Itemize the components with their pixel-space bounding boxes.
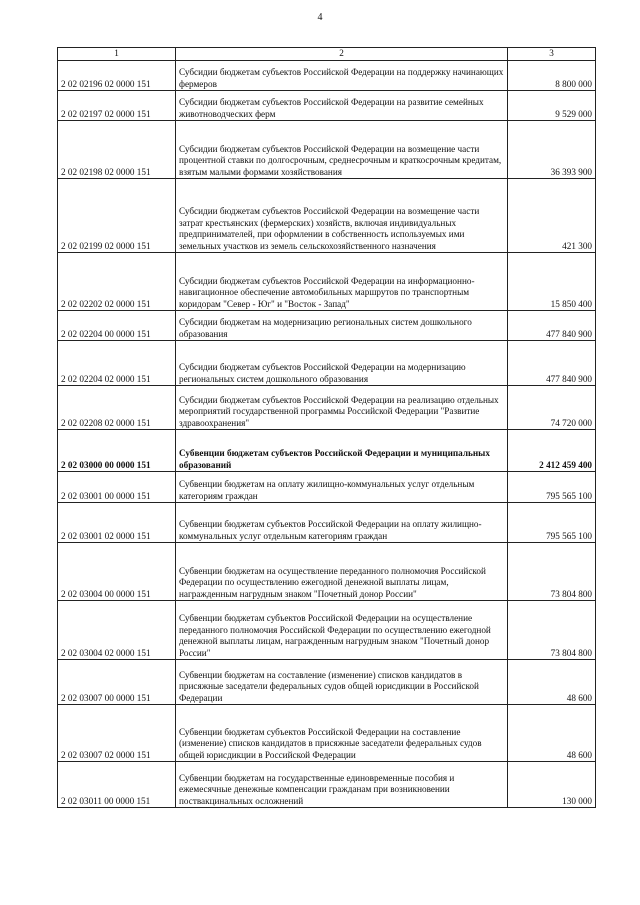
table-row bbox=[58, 472, 596, 503]
row-amount-cell: 477 840 900 bbox=[508, 311, 596, 341]
row-amount-cell: 48 600 bbox=[508, 705, 596, 762]
row-code-cell: 2 02 02208 02 0000 151 bbox=[58, 386, 176, 430]
table-row bbox=[58, 386, 596, 430]
row-description-cell: Субвенции бюджетам на государственные единовременные пособия и ежемесячные денежные компенсации гражданам при возникновении поствакцинальных осложнений bbox=[176, 762, 508, 808]
row-code-cell: 2 02 02199 02 0000 151 bbox=[58, 179, 176, 253]
row-amount-cell: 477 840 900 bbox=[508, 341, 596, 386]
table-row bbox=[58, 311, 596, 341]
row-code-cell: 2 02 03000 00 0000 151 bbox=[58, 430, 176, 472]
row-amount-cell: 130 000 bbox=[508, 762, 596, 808]
table-row bbox=[58, 660, 596, 705]
row-amount-cell: 9 529 000 bbox=[508, 91, 596, 121]
row-amount-cell: 421 300 bbox=[508, 179, 596, 253]
row-code-cell: 2 02 03001 02 0000 151 bbox=[58, 503, 176, 543]
table-row bbox=[58, 121, 596, 179]
row-description-cell: Субсидии бюджетам субъектов Российской Федерации на развитие семейных животноводческих ферм bbox=[176, 91, 508, 121]
table-row bbox=[58, 705, 596, 762]
row-code-cell: 2 02 02204 02 0000 151 bbox=[58, 341, 176, 386]
row-description-cell: Субвенции бюджетам на составление (изменение) списков кандидатов в присяжные заседатели федеральных судов общей юрисдикции в Российской Федерации bbox=[176, 660, 508, 705]
table-row bbox=[58, 601, 596, 660]
row-description-cell: Субсидии бюджетам субъектов Российской Федерации на модернизацию региональных систем дошкольного образования bbox=[176, 341, 508, 386]
table-body bbox=[58, 61, 596, 808]
row-amount-cell: 795 565 100 bbox=[508, 503, 596, 543]
row-code-cell: 2 02 03001 00 0000 151 bbox=[58, 472, 176, 503]
row-description-cell: Субвенции бюджетам субъектов Российской Федерации на оплату жилищно-коммунальных услуг отдельным категориям граждан bbox=[176, 503, 508, 543]
row-description-cell: Субвенции бюджетам субъектов Российской Федерации на составление (изменение) списков кандидатов в присяжные заседатели федеральных судов общей юрисдикции в Российской Федерации bbox=[176, 705, 508, 762]
row-code-cell: 2 02 02198 02 0000 151 bbox=[58, 121, 176, 179]
row-amount-cell: 795 565 100 bbox=[508, 472, 596, 503]
row-code-cell: 2 02 02202 02 0000 151 bbox=[58, 253, 176, 311]
row-code-cell: 2 02 03007 02 0000 151 bbox=[58, 705, 176, 762]
table-row bbox=[58, 253, 596, 311]
column-header-3: 3 bbox=[508, 48, 596, 61]
table-row bbox=[58, 543, 596, 601]
row-code-cell: 2 02 02196 02 0000 151 bbox=[58, 61, 176, 91]
row-amount-cell: 73 804 800 bbox=[508, 543, 596, 601]
row-description-cell: Субвенции бюджетам на оплату жилищно-коммунальных услуг отдельным категориям граждан bbox=[176, 472, 508, 503]
row-description-cell: Субсидии бюджетам на модернизацию региональных систем дошкольного образования bbox=[176, 311, 508, 341]
table-row bbox=[58, 341, 596, 386]
row-description-cell: Субсидии бюджетам субъектов Российской Федерации на возмещение части процентной ставки по долгосрочным, среднесрочным и краткосрочным кредитам, взятым малыми формами хозяйствования bbox=[176, 121, 508, 179]
row-description-cell: Субсидии бюджетам субъектов Российской Федерации на реализацию отдельных мероприятий государственной программы Российской Федерации "Развитие здравоохранения" bbox=[176, 386, 508, 430]
row-description-cell: Субвенции бюджетам субъектов Российской Федерации на осуществление переданного полномочия Российской Федерации по осуществлению ежегодной денежной выплаты лицам, награжденным нагрудным знаком "Почетный донор России" bbox=[176, 601, 508, 660]
table-row bbox=[58, 503, 596, 543]
row-amount-cell: 48 600 bbox=[508, 660, 596, 705]
row-amount-cell: 8 800 000 bbox=[508, 61, 596, 91]
row-amount-cell: 73 804 800 bbox=[508, 601, 596, 660]
table-row bbox=[58, 179, 596, 253]
row-description-cell: Субсидии бюджетам субъектов Российской Федерации на возмещение части затрат крестьянских (фермерских) хозяйств, включая индивидуальных предпринимателей, при оформлении в собственность используемых ими земельных участков из земель сельскохозяйственного назначения bbox=[176, 179, 508, 253]
row-amount-cell: 36 393 900 bbox=[508, 121, 596, 179]
budget-table bbox=[57, 47, 596, 808]
row-code-cell: 2 02 02204 00 0000 151 bbox=[58, 311, 176, 341]
row-code-cell: 2 02 03007 00 0000 151 bbox=[58, 660, 176, 705]
table-row bbox=[58, 762, 596, 808]
row-code-cell: 2 02 03011 00 0000 151 bbox=[58, 762, 176, 808]
row-amount-cell: 74 720 000 bbox=[508, 386, 596, 430]
column-header-1: 1 bbox=[58, 48, 176, 61]
table-row bbox=[58, 61, 596, 91]
row-amount-cell: 2 412 459 400 bbox=[508, 430, 596, 472]
page-number: 4 bbox=[317, 12, 323, 23]
row-description-cell: Субсидии бюджетам субъектов Российской Федерации на информационно-навигационное обеспечение автомобильных маршрутов по транспортным коридорам "Север - Юг" и "Восток - Запад" bbox=[176, 253, 508, 311]
row-code-cell: 2 02 03004 00 0000 151 bbox=[58, 543, 176, 601]
row-description-cell: Субвенции бюджетам на осуществление переданного полномочия Российской Федерации по осуществлению ежегодной денежной выплаты лицам, награжденным нагрудным знаком "Почетный донор России" bbox=[176, 543, 508, 601]
row-code-cell: 2 02 03004 02 0000 151 bbox=[58, 601, 176, 660]
table-row bbox=[58, 430, 596, 472]
row-description-cell: Субсидии бюджетам субъектов Российской Федерации на поддержку начинающих фермеров bbox=[176, 61, 508, 91]
column-header-2: 2 bbox=[176, 48, 508, 61]
table-header-row bbox=[58, 48, 596, 61]
table-row bbox=[58, 91, 596, 121]
row-description-cell: Субвенции бюджетам субъектов Российской Федерации и муниципальных образований bbox=[176, 430, 508, 472]
row-amount-cell: 15 850 400 bbox=[508, 253, 596, 311]
row-code-cell: 2 02 02197 02 0000 151 bbox=[58, 91, 176, 121]
